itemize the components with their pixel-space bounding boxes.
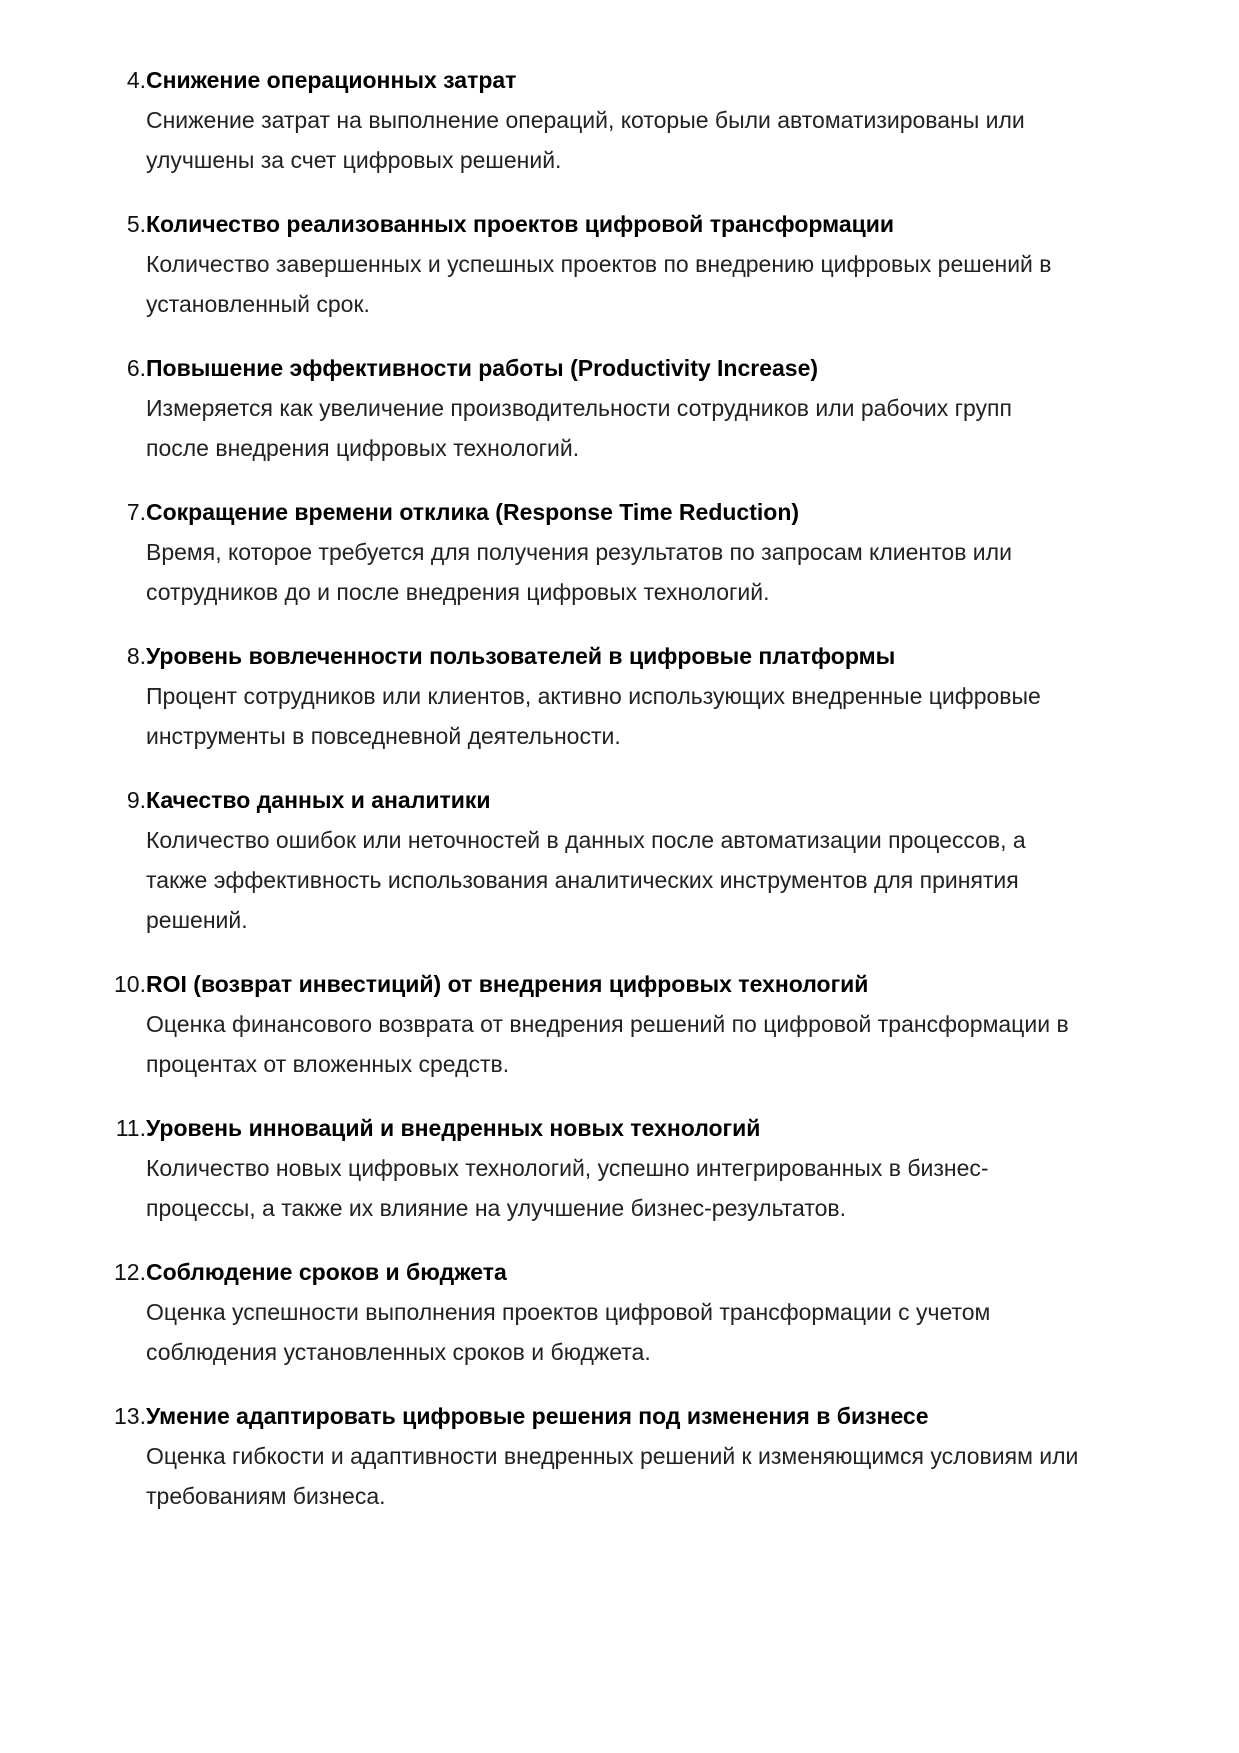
item-number: 6. bbox=[126, 355, 146, 381]
description-line: Количество новых цифровых технологий, успешно интегрированных в бизнес- bbox=[146, 1155, 989, 1181]
description-line: Процент сотрудников или клиентов, активно использующих внедренные цифровые bbox=[146, 683, 1041, 709]
description-line: требованиям бизнеса. bbox=[146, 1483, 386, 1509]
item-description bbox=[146, 1292, 1166, 1372]
description-line: Оценка гибкости и адаптивности внедренных решений к изменяющимся условиям или bbox=[146, 1443, 1079, 1469]
item-title: Количество реализованных проектов цифровой трансформации bbox=[146, 211, 895, 237]
description-line: установленный срок. bbox=[146, 291, 370, 317]
description-line: Снижение затрат на выполнение операций, которые были автоматизированы или bbox=[146, 107, 1025, 133]
description-line: улучшены за счет цифровых решений. bbox=[146, 147, 562, 173]
item-number: 4. bbox=[126, 67, 146, 93]
description-line: сотрудников до и после внедрения цифровых технологий. bbox=[146, 579, 770, 605]
item-description bbox=[146, 1148, 1166, 1228]
description-line: Время, которое требуется для получения результатов по запросам клиентов или bbox=[146, 539, 1012, 565]
item-title: Соблюдение сроков и бюджета bbox=[146, 1259, 507, 1285]
description-line: соблюдения установленных сроков и бюджета. bbox=[146, 1339, 651, 1365]
item-description bbox=[146, 1004, 1166, 1084]
item-number: 13. bbox=[114, 1403, 146, 1429]
description-line: после внедрения цифровых технологий. bbox=[146, 435, 580, 461]
item-number: 5. bbox=[126, 211, 146, 237]
description-line: Количество завершенных и успешных проектов по внедрению цифровых решений в bbox=[146, 251, 1052, 277]
description-line: инструменты в повседневной деятельности. bbox=[146, 723, 621, 749]
description-line: Оценка финансового возврата от внедрения решений по цифровой трансформации в bbox=[146, 1011, 1069, 1037]
item-number: 9. bbox=[126, 787, 146, 813]
item-title: Умение адаптировать цифровые решения под изменения в бизнесе bbox=[146, 1403, 929, 1429]
item-number: 12. bbox=[114, 1259, 146, 1285]
item-title: ROI (возврат инвестиций) от внедрения цифровых технологий bbox=[146, 971, 869, 997]
item-description bbox=[146, 676, 1166, 756]
item-title: Качество данных и аналитики bbox=[146, 787, 491, 813]
item-description bbox=[146, 244, 1166, 324]
item-description bbox=[146, 1436, 1166, 1516]
item-title: Уровень инноваций и внедренных новых технологий bbox=[146, 1115, 761, 1141]
item-title: Уровень вовлеченности пользователей в цифровые платформы bbox=[146, 643, 896, 669]
item-number: 10. bbox=[114, 971, 146, 997]
description-line: также эффективность использования аналитических инструментов для принятия bbox=[146, 867, 1019, 893]
item-title: Повышение эффективности работы (Productivity Increase) bbox=[146, 355, 819, 381]
description-line: Измеряется как увеличение производительности сотрудников или рабочих групп bbox=[146, 395, 1012, 421]
description-line: решений. bbox=[146, 907, 248, 933]
item-number: 11. bbox=[115, 1115, 146, 1141]
description-line: Оценка успешности выполнения проектов цифровой трансформации с учетом bbox=[146, 1299, 991, 1325]
item-number: 8. bbox=[126, 643, 146, 669]
description-line: процентах от вложенных средств. bbox=[146, 1051, 510, 1077]
item-title: Сокращение времени отклика (Response Time Reduction) bbox=[146, 499, 800, 525]
description-line: Количество ошибок или неточностей в данных после автоматизации процессов, а bbox=[146, 827, 1026, 853]
description-line: процессы, а также их влияние на улучшение бизнес-результатов. bbox=[146, 1195, 846, 1221]
item-number: 7. bbox=[126, 499, 146, 525]
item-title: Снижение операционных затрат bbox=[146, 67, 517, 93]
item-description bbox=[146, 100, 1166, 180]
item-description bbox=[146, 388, 1166, 468]
item-description bbox=[146, 820, 1166, 940]
item-description bbox=[146, 532, 1166, 612]
